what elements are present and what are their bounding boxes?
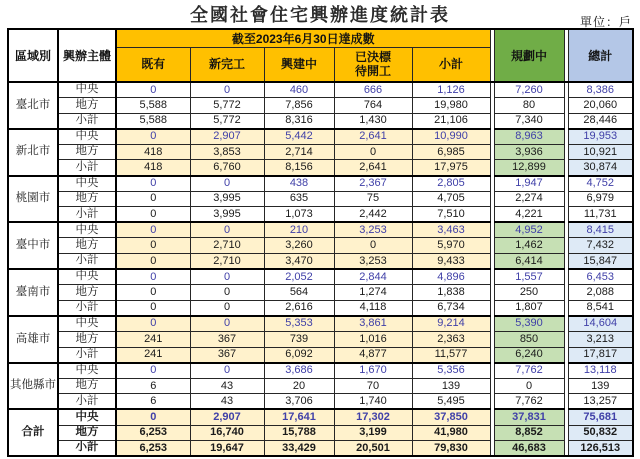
value-cell: 241 <box>116 332 190 348</box>
value-cell: 79,830 <box>412 441 490 457</box>
value-cell: 0 <box>334 238 412 254</box>
value-cell: 13,257 <box>568 394 633 410</box>
value-cell: 5,353 <box>264 316 334 332</box>
entity-label: 小計 <box>58 207 116 223</box>
header-awarded-line2: 待開工 <box>354 63 391 78</box>
value-cell: 7,432 <box>568 238 633 254</box>
value-cell: 1,807 <box>494 300 564 316</box>
value-cell: 0 <box>190 300 264 316</box>
value-cell: 33,429 <box>264 441 334 457</box>
value-cell: 4,221 <box>494 207 564 223</box>
value-cell: 4,752 <box>568 176 633 192</box>
value-cell: 241 <box>116 347 190 363</box>
value-cell: 3,253 <box>334 222 412 238</box>
value-cell: 2,274 <box>494 191 564 207</box>
value-cell: 1,740 <box>334 394 412 410</box>
value-cell: 2,907 <box>190 129 264 145</box>
value-cell: 16,740 <box>190 425 264 441</box>
entity-label: 中央 <box>58 409 116 425</box>
value-cell: 0 <box>116 363 190 379</box>
value-cell: 8,852 <box>494 425 564 441</box>
value-cell: 7,510 <box>412 207 490 223</box>
value-cell: 0 <box>116 300 190 316</box>
value-cell: 666 <box>334 82 412 98</box>
value-cell: 41,980 <box>412 425 490 441</box>
value-cell: 10,990 <box>412 129 490 145</box>
value-cell: 5,588 <box>116 113 190 129</box>
value-cell: 7,762 <box>494 394 564 410</box>
header-under-construction: 興建中 <box>264 48 334 83</box>
value-cell: 367 <box>190 332 264 348</box>
value-cell: 6 <box>116 378 190 394</box>
region-label: 高雄市 <box>8 316 58 363</box>
region-label: 臺北市 <box>8 82 58 129</box>
value-cell: 75 <box>334 191 412 207</box>
value-cell: 7,762 <box>494 363 564 379</box>
value-cell: 6 <box>116 394 190 410</box>
value-cell: 19,980 <box>412 98 490 114</box>
entity-label: 小計 <box>58 441 116 457</box>
entity-label: 小計 <box>58 254 116 270</box>
value-cell: 12,899 <box>494 160 564 176</box>
header-awarded-line1: 已決標 <box>354 49 391 64</box>
value-cell: 3,936 <box>494 144 564 160</box>
value-cell: 850 <box>494 332 564 348</box>
entity-label: 地方 <box>58 285 116 301</box>
value-cell: 37,831 <box>494 409 564 425</box>
value-cell: 2,363 <box>412 332 490 348</box>
value-cell: 6,453 <box>568 269 633 285</box>
value-cell: 19,647 <box>190 441 264 457</box>
value-cell: 3,260 <box>264 238 334 254</box>
value-cell: 0 <box>116 409 190 425</box>
value-cell: 2,367 <box>334 176 412 192</box>
value-cell: 30,874 <box>568 160 633 176</box>
value-cell: 20 <box>264 378 334 394</box>
value-cell: 1,462 <box>494 238 564 254</box>
value-cell: 9,214 <box>412 316 490 332</box>
value-cell: 0 <box>190 285 264 301</box>
value-cell: 0 <box>334 144 412 160</box>
value-cell: 460 <box>264 82 334 98</box>
value-cell: 3,706 <box>264 394 334 410</box>
value-cell: 0 <box>116 269 190 285</box>
value-cell: 3,995 <box>190 207 264 223</box>
value-cell: 5,442 <box>264 129 334 145</box>
value-cell: 70 <box>334 378 412 394</box>
value-cell: 0 <box>116 238 190 254</box>
value-cell: 210 <box>264 222 334 238</box>
value-cell: 418 <box>116 144 190 160</box>
value-cell: 2,052 <box>264 269 334 285</box>
value-cell: 2,710 <box>190 238 264 254</box>
table-body <box>8 82 633 456</box>
header-region: 區域別 <box>8 29 58 82</box>
value-cell: 17,817 <box>568 347 633 363</box>
value-cell: 1,274 <box>334 285 412 301</box>
value-cell: 3,861 <box>334 316 412 332</box>
value-cell: 4,952 <box>494 222 564 238</box>
region-label: 合計 <box>8 409 58 456</box>
entity-label: 地方 <box>58 332 116 348</box>
value-cell: 4,705 <box>412 191 490 207</box>
value-cell: 1,430 <box>334 113 412 129</box>
region-label: 桃園市 <box>8 176 58 223</box>
value-cell: 2,805 <box>412 176 490 192</box>
value-cell: 8,316 <box>264 113 334 129</box>
value-cell: 20,060 <box>568 98 633 114</box>
entity-label: 地方 <box>58 98 116 114</box>
value-cell: 7,340 <box>494 113 564 129</box>
value-cell: 2,641 <box>334 129 412 145</box>
value-cell: 635 <box>264 191 334 207</box>
entity-label: 中央 <box>58 269 116 285</box>
value-cell: 0 <box>116 254 190 270</box>
value-cell: 3,686 <box>264 363 334 379</box>
value-cell: 6,734 <box>412 300 490 316</box>
value-cell: 5,772 <box>190 98 264 114</box>
value-cell: 7,856 <box>264 98 334 114</box>
entity-label: 中央 <box>58 363 116 379</box>
region-label: 其他縣市 <box>8 363 58 410</box>
header-achieved-group: 截至2023年6月30日達成數 <box>116 29 490 48</box>
value-cell: 6,760 <box>190 160 264 176</box>
value-cell: 0 <box>494 378 564 394</box>
value-cell: 2,088 <box>568 285 633 301</box>
entity-label: 中央 <box>58 129 116 145</box>
value-cell: 438 <box>264 176 334 192</box>
value-cell: 8,156 <box>264 160 334 176</box>
value-cell: 14,604 <box>568 316 633 332</box>
entity-label: 地方 <box>58 238 116 254</box>
entity-label: 中央 <box>58 222 116 238</box>
unit-label: 單位：戶 <box>579 15 632 29</box>
value-cell: 5,356 <box>412 363 490 379</box>
value-cell: 3,470 <box>264 254 334 270</box>
value-cell: 19,953 <box>568 129 633 145</box>
header-awarded-pending <box>334 48 412 83</box>
value-cell: 11,731 <box>568 207 633 223</box>
value-cell: 3,213 <box>568 332 633 348</box>
region-label: 臺中市 <box>8 222 58 269</box>
value-cell: 0 <box>190 222 264 238</box>
value-cell: 8,386 <box>568 82 633 98</box>
value-cell: 764 <box>334 98 412 114</box>
value-cell: 0 <box>116 316 190 332</box>
value-cell: 1,670 <box>334 363 412 379</box>
value-cell: 6,253 <box>116 441 190 457</box>
entity-label: 中央 <box>58 176 116 192</box>
value-cell: 1,126 <box>412 82 490 98</box>
value-cell: 3,253 <box>334 254 412 270</box>
value-cell: 2,710 <box>190 254 264 270</box>
value-cell: 8,415 <box>568 222 633 238</box>
page-title: 全國社會住宅興辦進度統計表 <box>190 5 450 25</box>
value-cell: 5,588 <box>116 98 190 114</box>
value-cell: 13,118 <box>568 363 633 379</box>
value-cell: 2,616 <box>264 300 334 316</box>
entity-label: 地方 <box>58 378 116 394</box>
header-existing: 既有 <box>116 48 190 83</box>
value-cell: 6,253 <box>116 425 190 441</box>
value-cell: 2,844 <box>334 269 412 285</box>
value-cell: 8,541 <box>568 300 633 316</box>
value-cell: 1,073 <box>264 207 334 223</box>
value-cell: 2,442 <box>334 207 412 223</box>
value-cell: 2,714 <box>264 144 334 160</box>
value-cell: 15,788 <box>264 425 334 441</box>
value-cell: 0 <box>190 176 264 192</box>
header-grand-total: 總計 <box>568 29 633 82</box>
region-label: 臺南市 <box>8 269 58 316</box>
value-cell: 1,947 <box>494 176 564 192</box>
entity-label: 地方 <box>58 144 116 160</box>
value-cell: 6,240 <box>494 347 564 363</box>
value-cell: 5,390 <box>494 316 564 332</box>
header-planning: 規劃中 <box>494 29 564 82</box>
value-cell: 46,683 <box>494 441 564 457</box>
value-cell: 3,995 <box>190 191 264 207</box>
value-cell: 739 <box>264 332 334 348</box>
entity-label: 中央 <box>58 316 116 332</box>
value-cell: 4,877 <box>334 347 412 363</box>
value-cell: 2,907 <box>190 409 264 425</box>
value-cell: 1,016 <box>334 332 412 348</box>
value-cell: 9,433 <box>412 254 490 270</box>
value-cell: 37,850 <box>412 409 490 425</box>
value-cell: 250 <box>494 285 564 301</box>
value-cell: 3,199 <box>334 425 412 441</box>
entity-label: 小計 <box>58 160 116 176</box>
value-cell: 17,975 <box>412 160 490 176</box>
value-cell: 3,463 <box>412 222 490 238</box>
value-cell: 0 <box>116 191 190 207</box>
value-cell: 10,921 <box>568 144 633 160</box>
value-cell: 5,970 <box>412 238 490 254</box>
value-cell: 11,577 <box>412 347 490 363</box>
value-cell: 17,302 <box>334 409 412 425</box>
value-cell: 0 <box>190 316 264 332</box>
value-cell: 75,681 <box>568 409 633 425</box>
value-cell: 2,641 <box>334 160 412 176</box>
value-cell: 126,513 <box>568 441 633 457</box>
value-cell: 6,979 <box>568 191 633 207</box>
value-cell: 28,446 <box>568 113 633 129</box>
entity-label: 小計 <box>58 394 116 410</box>
value-cell: 50,832 <box>568 425 633 441</box>
value-cell: 139 <box>568 378 633 394</box>
value-cell: 5,495 <box>412 394 490 410</box>
value-cell: 0 <box>190 269 264 285</box>
value-cell: 5,772 <box>190 113 264 129</box>
value-cell: 4,118 <box>334 300 412 316</box>
value-cell: 20,501 <box>334 441 412 457</box>
value-cell: 1,838 <box>412 285 490 301</box>
value-cell: 0 <box>116 222 190 238</box>
value-cell: 418 <box>116 160 190 176</box>
value-cell: 15,847 <box>568 254 633 270</box>
value-cell: 1,557 <box>494 269 564 285</box>
value-cell: 80 <box>494 98 564 114</box>
entity-label: 地方 <box>58 191 116 207</box>
region-label: 新北市 <box>8 129 58 176</box>
value-cell: 564 <box>264 285 334 301</box>
value-cell: 43 <box>190 394 264 410</box>
value-cell: 3,853 <box>190 144 264 160</box>
value-cell: 0 <box>116 176 190 192</box>
value-cell: 0 <box>116 207 190 223</box>
entity-label: 小計 <box>58 113 116 129</box>
value-cell: 0 <box>116 129 190 145</box>
value-cell: 0 <box>116 285 190 301</box>
value-cell: 6,414 <box>494 254 564 270</box>
entity-label: 地方 <box>58 425 116 441</box>
header-subtotal: 小計 <box>412 48 490 83</box>
value-cell: 0 <box>190 363 264 379</box>
value-cell: 7,260 <box>494 82 564 98</box>
statistics-table <box>7 28 634 457</box>
value-cell: 0 <box>116 82 190 98</box>
value-cell: 139 <box>412 378 490 394</box>
value-cell: 0 <box>190 82 264 98</box>
value-cell: 6,092 <box>264 347 334 363</box>
value-cell: 4,896 <box>412 269 490 285</box>
entity-label: 中央 <box>58 82 116 98</box>
value-cell: 6,985 <box>412 144 490 160</box>
value-cell: 43 <box>190 378 264 394</box>
entity-label: 小計 <box>58 347 116 363</box>
value-cell: 21,106 <box>412 113 490 129</box>
value-cell: 367 <box>190 347 264 363</box>
value-cell: 17,641 <box>264 409 334 425</box>
header-newly-completed: 新完工 <box>190 48 264 83</box>
value-cell: 8,963 <box>494 129 564 145</box>
header-entity: 興辦主體 <box>58 29 116 82</box>
entity-label: 小計 <box>58 300 116 316</box>
